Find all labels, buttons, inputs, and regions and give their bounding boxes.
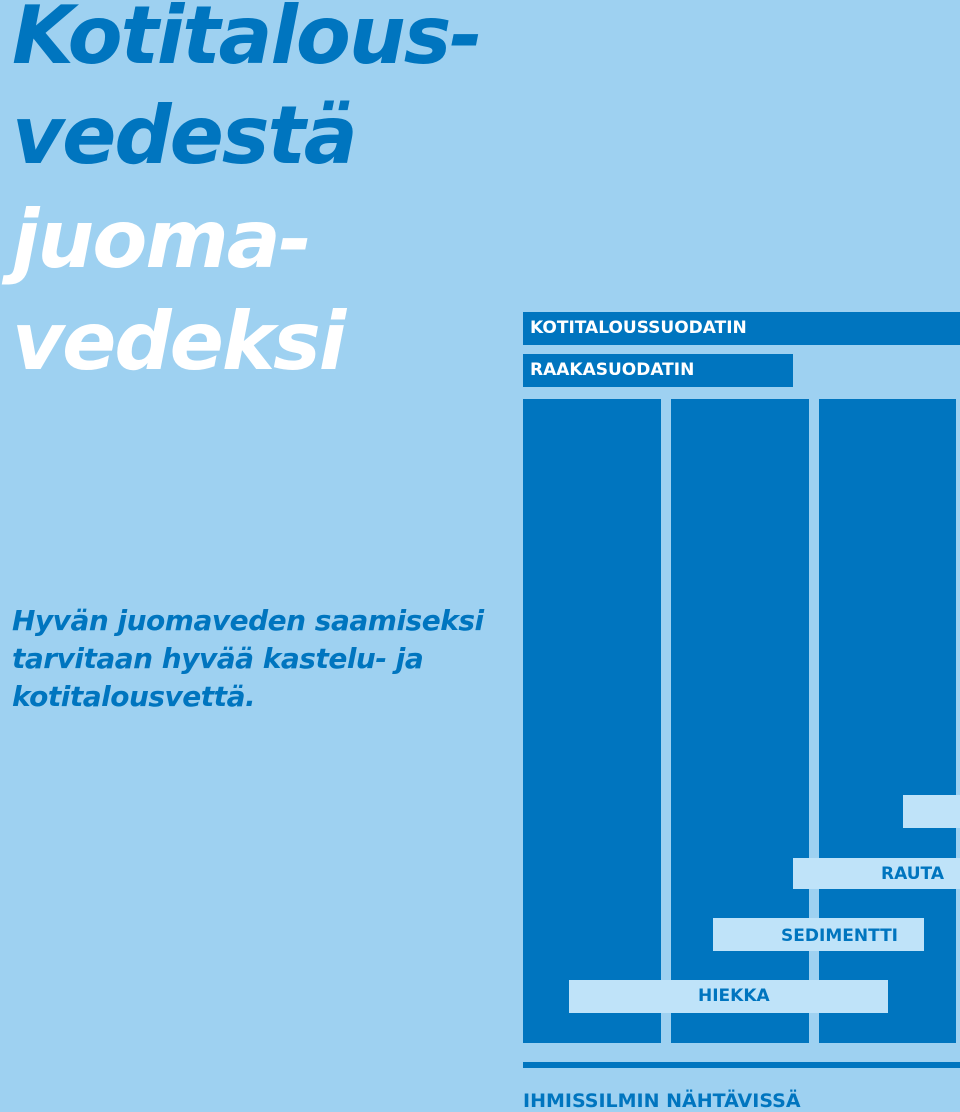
- small-particle-bar: [903, 795, 960, 828]
- household-filter-label: KOTITALOUSSUODATIN: [530, 318, 747, 338]
- sand-label: HIEKKA: [698, 986, 770, 1006]
- title-line-2: vedestä: [12, 89, 356, 182]
- title-line-3: juoma-: [12, 193, 310, 286]
- sediment-bar: [713, 918, 924, 951]
- tagline: Hyvän juomaveden saamiseksi tarvitaan hyvää kastelu- ja kotitalousvettä.: [12, 604, 484, 713]
- raw-filter-bar: [523, 354, 793, 387]
- visibility-line: [523, 1062, 960, 1068]
- visibility-label: IHMISSILMIN NÄHTÄVISSÄ: [523, 1090, 801, 1112]
- household-filter-bar: [523, 312, 960, 345]
- sand-bar: [569, 980, 888, 1013]
- title-line-1: Kotitalous-: [12, 0, 481, 82]
- iron-bar: [793, 858, 960, 889]
- sediment-label: SEDIMENTTI: [781, 926, 898, 946]
- filter-column-1: [523, 399, 661, 1043]
- iron-label: RAUTA: [881, 864, 944, 884]
- title-line-4: vedeksi: [12, 295, 345, 388]
- raw-filter-label: RAAKASUODATIN: [530, 360, 695, 380]
